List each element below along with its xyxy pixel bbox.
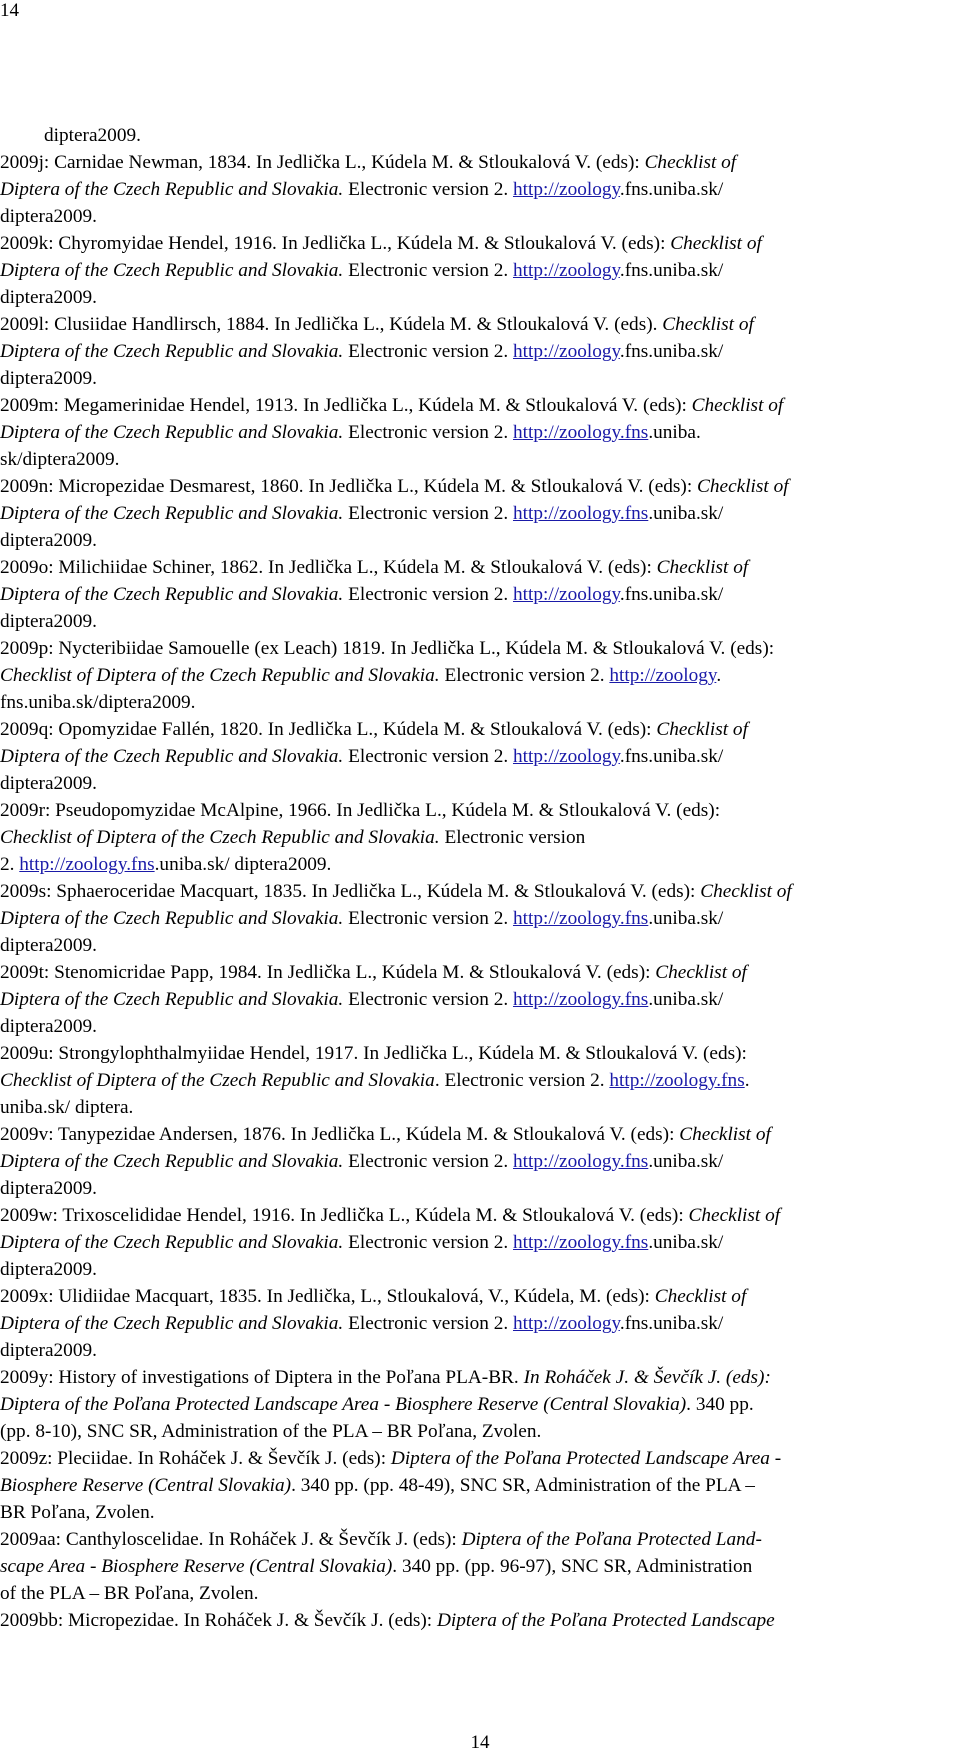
reference-title-text: Diptera of the Czech Republic and Slovakia. (0, 1232, 344, 1253)
reference-entry (0, 149, 956, 230)
reference-text: .fns.uniba.sk/ (619, 584, 724, 605)
reference-line (0, 1364, 956, 1391)
reference-line (0, 176, 956, 203)
reference-title-text: Diptera of the Poľana Protected Land- (461, 1529, 762, 1550)
reference-text: 2009k: Chyromyidae Hendel, 1916. In Jedlička L., Kúdela M. & Stloukalová V. (eds): (0, 233, 671, 254)
reference-line (0, 554, 956, 581)
reference-line (0, 1499, 956, 1526)
reference-entry (0, 1526, 956, 1607)
reference-line (0, 905, 956, 932)
zoology-link[interactable]: http://zoology.fns (512, 989, 649, 1010)
reference-line (0, 878, 956, 905)
reference-title-text: Diptera of the Czech Republic and Slovakia. (0, 1313, 344, 1334)
page-number-header: 14 (0, 0, 19, 21)
reference-line (0, 1256, 956, 1283)
reference-text: 2009o: Milichiidae Schiner, 1862. In Jedlička L., Kúdela M. & Stloukalová V. (eds): (0, 557, 657, 578)
reference-line (0, 527, 956, 554)
reference-text: .fns.uniba.sk/ (619, 341, 724, 362)
reference-text: 2009n: Micropezidae Desmarest, 1860. In Jedlička L., Kúdela M. & Stloukalová V. (eds): (0, 476, 698, 497)
reference-line (0, 716, 956, 743)
reference-title-text: Checklist of (697, 476, 789, 497)
reference-text: diptera2009. (0, 611, 97, 632)
reference-title-text: Checklist of (655, 962, 747, 983)
reference-line (0, 635, 956, 662)
reference-text: of the PLA – BR Poľana, Zvolen. (0, 1583, 259, 1604)
reference-title-text: In Roháček J. & Ševčík J. (eds): (523, 1367, 771, 1388)
reference-continuation: diptera2009. (44, 125, 141, 146)
reference-title-text: Checklist of (654, 1286, 747, 1307)
reference-text: 2009bb: Micropezidae. In Roháček J. & Ševčík J. (eds): (0, 1610, 437, 1631)
reference-line (0, 1607, 956, 1634)
reference-line (0, 392, 956, 419)
reference-line (0, 338, 956, 365)
reference-text: diptera2009. (0, 368, 97, 389)
reference-title-text: Diptera of the Czech Republic and Slovakia. (0, 584, 344, 605)
reference-line (0, 1580, 956, 1607)
reference-line (0, 1445, 956, 1472)
reference-line (0, 1526, 956, 1553)
reference-line (0, 1067, 956, 1094)
reference-text: Electronic version 2. (343, 179, 513, 200)
page-number-footer: 14 (470, 1732, 490, 1753)
reference-text: 2009x: Ulidiidae Macquart, 1835. In Jedlička, L., Stloukalová, V., Kúdela, M. (eds): (0, 1286, 655, 1307)
reference-text: Electronic version 2. (343, 1151, 513, 1172)
reference-line (0, 230, 956, 257)
reference-line (0, 1094, 956, 1121)
reference-title-text: Checklist of Diptera of the Czech Republic and Slovakia. (0, 827, 440, 848)
reference-text: Electronic version 2. (343, 1313, 513, 1334)
zoology-link[interactable]: http://zoology.fns (512, 1151, 649, 1172)
reference-line (0, 1418, 956, 1445)
reference-line (0, 1229, 956, 1256)
reference-entry (0, 797, 956, 878)
reference-text: .fns.uniba.sk/ (619, 260, 724, 281)
reference-text: diptera2009. (0, 773, 97, 794)
reference-text: .uniba.sk/ (648, 503, 724, 524)
reference-text: .fns.uniba.sk/ (619, 1313, 724, 1334)
reference-text: Electronic version 2. (343, 746, 513, 767)
reference-line (0, 149, 956, 176)
reference-line (0, 203, 956, 230)
zoology-link[interactable]: http://zoology.fns (512, 908, 649, 929)
reference-title-text: Diptera of the Czech Republic and Slovakia. (0, 422, 344, 443)
reference-line (0, 1040, 956, 1067)
zoology-link[interactable]: http://zoology.fns (512, 422, 649, 443)
reference-entry (0, 473, 956, 554)
reference-text: 2009m: Megamerinidae Hendel, 1913. In Jedlička L., Kúdela M. & Stloukalová V. (eds): (0, 395, 692, 416)
reference-list (0, 122, 956, 1634)
reference-text: Electronic version 2. (343, 1232, 513, 1253)
reference-text: Electronic version 2. (439, 665, 610, 686)
reference-text: 2009t: Stenomicridae Papp, 1984. In Jedlička L., Kúdela M. & Stloukalová V. (eds): (0, 962, 656, 983)
reference-text: 2009y: History of investigations of Diptera in the Poľana PLA-BR. (0, 1367, 524, 1388)
reference-title-text: Checklist of (691, 395, 784, 416)
reference-text: diptera2009. (0, 1178, 97, 1199)
reference-text: diptera2009. (0, 206, 97, 227)
reference-line (0, 1310, 956, 1337)
reference-text: . Electronic version 2. (434, 1070, 610, 1091)
reference-line (0, 986, 956, 1013)
reference-line (0, 1391, 956, 1418)
reference-line (0, 1553, 956, 1580)
reference-line (0, 959, 956, 986)
reference-title-text: Diptera of the Poľana Protected Landscape Area - Biosphere Reserve (Central Slovakia) (0, 1394, 687, 1415)
reference-line (0, 1121, 956, 1148)
reference-text: . (744, 1070, 750, 1091)
reference-line (0, 608, 956, 635)
reference-title-text: Checklist of (662, 314, 754, 335)
reference-text: diptera2009. (0, 935, 97, 956)
reference-text: .uniba.sk/ (648, 1232, 724, 1253)
reference-text: .fns.uniba.sk/ (619, 179, 724, 200)
reference-title-text: Diptera of the Czech Republic and Slovakia. (0, 989, 344, 1010)
reference-text: 2. (0, 854, 20, 875)
reference-text: fns.uniba.sk/diptera2009. (0, 692, 196, 713)
reference-line (0, 473, 956, 500)
reference-line (0, 851, 956, 878)
reference-text: 2009r: Pseudopomyzidae McAlpine, 1966. In Jedlička L., Kúdela M. & Stloukalová V. (eds): (0, 800, 721, 821)
reference-text: 2009z: Pleciidae. In Roháček J. & Ševčík J. (eds): (0, 1448, 391, 1469)
reference-text: .uniba.sk/ diptera2009. (154, 854, 332, 875)
reference-title-text: scape Area - Biosphere Reserve (Central Slovakia) (0, 1556, 393, 1577)
reference-text: uniba.sk/ diptera. (0, 1097, 134, 1118)
reference-line (0, 419, 956, 446)
reference-title-text: Checklist of Diptera of the Czech Republic and Slovakia. (0, 665, 440, 686)
zoology-link[interactable]: http://zoology (512, 746, 620, 767)
reference-text: (pp. 8-10), SNC SR, Administration of the PLA – BR Poľana, Zvolen. (0, 1421, 542, 1442)
zoology-link[interactable]: http://zoology.fns (512, 503, 649, 524)
reference-text: 2009v: Tanypezidae Andersen, 1876. In Jedlička L., Kúdela M. & Stloukalová V. (eds): (0, 1124, 680, 1145)
reference-text: diptera2009. (0, 530, 97, 551)
reference-title-text: Checklist of (670, 233, 762, 254)
reference-entry (0, 1607, 956, 1634)
reference-entry (0, 1040, 956, 1121)
reference-text: Electronic version 2. (343, 341, 513, 362)
reference-text: diptera2009. (0, 1340, 97, 1361)
reference-title-text: Diptera of the Poľana Protected Landscape Area - (390, 1448, 782, 1469)
reference-title-text: Checklist of (656, 719, 748, 740)
reference-text: . 340 pp. (pp. 48-49), SNC SR, Administration of the PLA – (291, 1475, 755, 1496)
reference-line (0, 257, 956, 284)
reference-entry (0, 554, 956, 635)
reference-line (0, 824, 956, 851)
reference-text: sk/diptera2009. (0, 449, 120, 470)
reference-line (0, 1337, 956, 1364)
reference-line (0, 1202, 956, 1229)
reference-title-text: Diptera of the Czech Republic and Slovakia. (0, 746, 344, 767)
reference-title-text: Diptera of the Czech Republic and Slovakia. (0, 179, 344, 200)
reference-title-text: Diptera of the Czech Republic and Slovakia. (0, 260, 344, 281)
reference-text: .uniba.sk/ (648, 908, 724, 929)
reference-line (0, 1175, 956, 1202)
reference-title-text: Diptera of the Czech Republic and Slovakia. (0, 341, 344, 362)
reference-text: Electronic version (439, 827, 586, 848)
zoology-link[interactable]: http://zoology.fns (512, 1232, 649, 1253)
reference-entry (0, 392, 956, 473)
reference-entry (0, 959, 956, 1040)
reference-line (0, 662, 956, 689)
zoology-link[interactable]: http://zoology (512, 179, 620, 200)
reference-title-text: Checklist of (656, 557, 749, 578)
reference-text: .uniba. (648, 422, 701, 443)
reference-title-text: Checklist of (700, 881, 792, 902)
reference-line (0, 770, 956, 797)
reference-text: diptera2009. (0, 287, 97, 308)
reference-line (0, 1148, 956, 1175)
zoology-link[interactable]: http://zoology (512, 341, 620, 362)
reference-text: diptera2009. (0, 1259, 97, 1280)
reference-text: 2009l: Clusiidae Handlirsch, 1884. In Jedlička L., Kúdela M. & Stloukalová V. (eds). (0, 314, 663, 335)
reference-text: 2009j: Carnidae Newman, 1834. In Jedlička L., Kúdela M. & Stloukalová V. (eds): (0, 152, 645, 173)
reference-line (0, 932, 956, 959)
reference-text: . 340 pp. (686, 1394, 754, 1415)
reference-entry (0, 1283, 956, 1364)
reference-text: diptera2009. (0, 1016, 97, 1037)
reference-line (0, 689, 956, 716)
reference-entry (0, 1364, 956, 1445)
reference-line (0, 581, 956, 608)
reference-title-text: Checklist of (644, 152, 737, 173)
reference-text: Electronic version 2. (343, 260, 513, 281)
zoology-link[interactable]: http://zoology (512, 260, 620, 281)
reference-line (0, 1013, 956, 1040)
reference-text: 2009aa: Canthyloscelidae. In Roháček J. & Ševčík J. (eds): (0, 1529, 462, 1550)
zoology-link[interactable]: http://zoology (512, 1313, 620, 1334)
reference-line (0, 311, 956, 338)
reference-entry (0, 311, 956, 392)
reference-entry (0, 1121, 956, 1202)
reference-entry (0, 635, 956, 716)
reference-entry (0, 878, 956, 959)
zoology-link[interactable]: http://zoology (512, 584, 620, 605)
reference-line (0, 446, 956, 473)
reference-line (0, 743, 956, 770)
reference-line (0, 1283, 956, 1310)
reference-title-text: Diptera of the Poľana Protected Landscape (436, 1610, 775, 1631)
reference-text: .fns.uniba.sk/ (619, 746, 724, 767)
reference-line (0, 365, 956, 392)
reference-text: Electronic version 2. (343, 422, 513, 443)
reference-text: . 340 pp. (pp. 96-97), SNC SR, Administration (392, 1556, 753, 1577)
reference-text: 2009u: Strongylophthalmyiidae Hendel, 1917. In Jedlička L., Kúdela M. & Stloukalová V. (eds): (0, 1043, 747, 1064)
reference-entry (0, 1202, 956, 1283)
reference-line (0, 284, 956, 311)
reference-title-text: Diptera of the Czech Republic and Slovakia. (0, 503, 344, 524)
reference-line (0, 1472, 956, 1499)
reference-title-text: Checklist of Diptera of the Czech Republic and Slovakia (0, 1070, 435, 1091)
reference-entry (0, 716, 956, 797)
reference-text: 2009p: Nycteribiidae Samouelle (ex Leach) 1819. In Jedlička L., Kúdela M. & Stloukalová V. (eds): (0, 638, 775, 659)
reference-text: . (716, 665, 722, 686)
reference-text: Electronic version 2. (343, 989, 513, 1010)
reference-title-text: Checklist of (688, 1205, 781, 1226)
reference-text: .uniba.sk/ (648, 1151, 724, 1172)
zoology-link[interactable]: http://zoology (609, 665, 717, 686)
reference-title-text: Checklist of (679, 1124, 771, 1145)
reference-text: 2009q: Opomyzidae Fallén, 1820. In Jedlička L., Kúdela M. & Stloukalová V. (eds): (0, 719, 657, 740)
reference-title-text: Diptera of the Czech Republic and Slovakia. (0, 908, 344, 929)
reference-text: 2009w: Trixoscelididae Hendel, 1916. In Jedlička L., Kúdela M. & Stloukalová V. (eds): (0, 1205, 689, 1226)
reference-text: .uniba.sk/ (648, 989, 724, 1010)
reference-title-text: Diptera of the Czech Republic and Slovakia. (0, 1151, 344, 1172)
reference-entry (0, 1445, 956, 1526)
reference-line (0, 500, 956, 527)
reference-entry (0, 230, 956, 311)
zoology-link[interactable]: http://zoology.fns (19, 854, 155, 875)
reference-title-text: Biosphere Reserve (Central Slovakia) (0, 1475, 292, 1496)
reference-text: BR Poľana, Zvolen. (0, 1502, 155, 1523)
reference-text: Electronic version 2. (343, 908, 513, 929)
reference-line (0, 797, 956, 824)
zoology-link[interactable]: http://zoology.fns (609, 1070, 745, 1091)
reference-text: Electronic version 2. (343, 584, 513, 605)
reference-text: Electronic version 2. (343, 503, 513, 524)
reference-text: 2009s: Sphaeroceridae Macquart, 1835. In Jedlička L., Kúdela M. & Stloukalová V. (eds): (0, 881, 701, 902)
